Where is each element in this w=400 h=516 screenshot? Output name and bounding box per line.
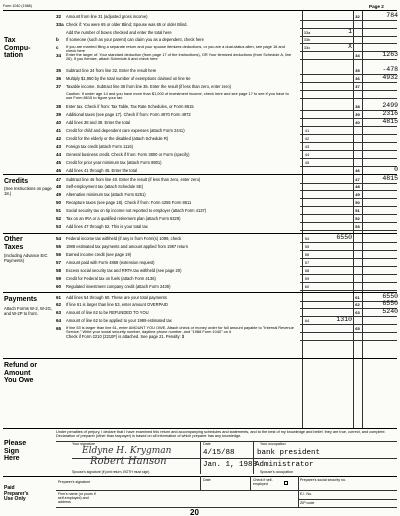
- other-taxes-note: (Including Advance EIC Payments): [4, 253, 48, 263]
- outer-line-number: 37: [355, 83, 360, 89]
- line-description: If you are married filing a separate return and your spouse itemizes deductions, or you are a dual-status alien, see page 16 and check here: [66, 44, 285, 53]
- amount-field[interactable]: 2499: [382, 102, 398, 109]
- zip-label: ZIP code: [300, 501, 315, 505]
- line-number: 53: [56, 223, 62, 229]
- section-credits: Credits: [4, 178, 29, 185]
- line-description: Credit for the elderly or the disabled (attach Schedule R): [66, 135, 169, 141]
- line-number: c: [56, 44, 59, 50]
- line-description: Caution: If under age 14 and you have more than $1,000 of investment income, check here and see page 17 to see if you have to use Form 8615 to figure your tax.: [66, 91, 289, 100]
- line-number: 50: [56, 199, 62, 205]
- section-preparer: Paid Preparer's Use Only: [4, 485, 29, 503]
- outer-line-number: 53: [355, 223, 360, 229]
- line-number: 47: [56, 176, 62, 182]
- line-description: Credit for child and dependent care expenses (attach Form 2441): [66, 127, 185, 133]
- line-number: 45: [56, 159, 62, 165]
- outer-line-number: 65: [355, 325, 360, 331]
- self-employed-checkbox[interactable]: [284, 481, 288, 485]
- page-label: Page 2: [369, 4, 384, 9]
- line-number: 52: [56, 215, 62, 221]
- inner-line-number: 33a: [303, 29, 311, 35]
- line-description: Add lines 41 through 45. Enter the total: [66, 167, 138, 173]
- section-sign: Please Sign Here: [4, 440, 27, 463]
- outer-line-number: 62: [355, 301, 360, 307]
- line-description: Subtract line 46 from line 40. Enter the result (if less than zero, enter zero): [66, 176, 201, 182]
- prep-rule-1: [56, 490, 397, 491]
- line-description: Check if: You were 65 or older Blind; Spouse was 65 or older Blind.: [66, 21, 188, 27]
- line-description: Amount of line 62 to be applied to your 1989 estimated tax: [66, 317, 172, 323]
- line-number: 49: [56, 191, 62, 197]
- amount-field[interactable]: 4815: [382, 175, 398, 182]
- spouse-occupation-label: Spouse's occupation: [260, 470, 294, 474]
- amount-field[interactable]: 6550: [382, 293, 398, 300]
- outer-line-number: 35: [355, 67, 360, 73]
- preparer-ssn-label: Preparer's social security no.: [300, 478, 347, 482]
- form-id: Form 1040 (1988): [3, 4, 32, 8]
- sep-payments: [3, 292, 397, 293]
- line-number: 61: [56, 294, 62, 300]
- inner-line-number: 57: [304, 259, 310, 265]
- sign-top-rule: [56, 441, 397, 442]
- inner-amount-field[interactable]: 1310: [336, 316, 352, 323]
- amount-field[interactable]: -478: [382, 66, 398, 73]
- line-description: Additional taxes (see page 17). Check if from: Form 4970 Form 4972: [66, 111, 191, 117]
- outer-line-number: 39: [355, 111, 360, 117]
- line-number: 37: [56, 83, 62, 89]
- inner-amount-field[interactable]: 1: [348, 28, 352, 35]
- line-description: Enter the larger of: Your standard deduction (from page 17 of the Instructions), OR Your itemized deductions (from Schedule A, line 26). If you itemize, attach Schedule A and check here: [66, 52, 292, 61]
- occupation-field[interactable]: bank president: [257, 449, 321, 457]
- line-description: Add the number of boxes checked and enter the total here: [66, 29, 172, 35]
- line-description: Credit for prior year minimum tax (attach Form 8801): [66, 159, 162, 165]
- line-description: If line 53 is larger than line 61, enter AMOUNT YOU OWE. Attach check or money order for full amount payable to "Internal Revenue Service." Write your social security number, daytime phone number, and "1988 Form 1040" on it: [66, 325, 294, 334]
- inner-line-number: 60: [304, 283, 310, 289]
- line-number: 33a: [56, 21, 64, 27]
- outer-line-number: 36: [355, 75, 360, 81]
- inner-amount-field[interactable]: X: [348, 43, 352, 50]
- line-description: Federal income tax withheld (if any is from Form(s) 1099, check: [66, 235, 182, 241]
- line-number: 44: [56, 151, 62, 157]
- line-number: 54: [56, 235, 62, 241]
- payments-note: Attach Forms W-2, W-2G, and W-2P to front.: [4, 306, 53, 316]
- sep-other-taxes: [3, 233, 397, 234]
- top-rule: [3, 10, 397, 11]
- line-number: 62: [56, 301, 62, 307]
- section-payments: Payments: [4, 296, 38, 303]
- line-description: Add lines 38 and 39. Enter the total: [66, 119, 130, 125]
- outer-line-number: 34: [355, 52, 360, 58]
- line-34: [56, 51, 400, 65]
- section-tax-computation: Tax Compu- tation: [4, 37, 31, 60]
- amount-field[interactable]: 4815: [382, 118, 398, 125]
- inner-line-number: 41: [304, 127, 310, 133]
- prep-rule-3: [56, 507, 397, 508]
- outer-line-number: 38: [355, 103, 360, 109]
- line-number: b: [56, 36, 59, 42]
- ein-label: E.I. No.: [300, 492, 312, 496]
- line-description: Subtract line 34 from line 32. Enter the result here: [66, 67, 157, 73]
- your-signature-label: Your signature: [72, 442, 96, 446]
- line-description: 1988 estimated tax payments and amount applied from 1987 return: [66, 243, 188, 249]
- line-description: If someone (such as your parent) can claim you as a dependent, check here: [66, 36, 204, 42]
- line-number: 40: [56, 119, 62, 125]
- row-rule: [300, 290, 397, 291]
- line-description: Tax on an IRA or a qualified retirement plan (attach Form 5329): [66, 215, 181, 221]
- outer-line-number: 61: [355, 294, 360, 300]
- outer-line-number: 52: [355, 215, 360, 221]
- line-description: Multiply $1,950 by the total number of exemptions claimed on line 6e: [66, 75, 191, 81]
- row-rule: [300, 59, 397, 60]
- your-signature[interactable]: Eldyne H. Krygman: [82, 446, 172, 456]
- line-description: Credit for Federal tax on fuels (attach Form 4136): [66, 275, 156, 281]
- inner-line-number: 42: [304, 135, 310, 141]
- inner-line-number: 45: [304, 159, 310, 165]
- prep-col-1: [200, 476, 201, 490]
- line-number: 56: [56, 251, 62, 257]
- sep-sign: [3, 428, 397, 429]
- preparer-signature-label: Preparer's signature: [58, 480, 91, 484]
- spouse-occupation-field[interactable]: Administrator: [255, 461, 314, 469]
- line-description: Amount paid with Form 4868 (extension request): [66, 259, 155, 265]
- outer-line-number: 63: [355, 309, 360, 315]
- inner-line-number: 56: [304, 251, 310, 257]
- line-number: 46: [56, 167, 62, 173]
- spouse-date-field[interactable]: Jan. 1, 1988: [203, 461, 258, 469]
- perjury-declaration: Under penalties of perjury, I declare that I have examined this return and accompanying schedules and statements, and to the best of my knowledge and belief, they are true, correct, and complete. Declaration of preparer (other than taxpayer) is based on all information of which preparer has any knowledge.: [56, 430, 386, 439]
- inner-line-number: 59: [304, 275, 310, 281]
- inner-line-number: 33b: [303, 36, 311, 42]
- spouse-signature-label: Spouse's signature (if joint return, BOTH must sign): [72, 470, 150, 474]
- line-description: Taxable income. Subtract line 36 from line 35. Enter the result (if less than zero, enter zero): [66, 83, 231, 89]
- prep-rule-2: [298, 499, 397, 500]
- line-description: Add lines 54 through 60. These are your total payments: [66, 294, 167, 300]
- line-number: 65: [56, 325, 62, 331]
- sep-credits: [3, 174, 397, 175]
- line-number: 39: [56, 111, 62, 117]
- row-rule: [300, 230, 397, 231]
- outer-line-number: 51: [355, 207, 360, 213]
- amount-field[interactable]: 5240: [382, 308, 398, 315]
- outer-line-number: 50: [355, 199, 360, 205]
- row-rule: [300, 340, 397, 341]
- date-label: Date: [203, 442, 211, 446]
- line-number: 36: [56, 75, 62, 81]
- amount-field[interactable]: 2316: [382, 110, 398, 117]
- amount-field[interactable]: 4932: [382, 74, 398, 81]
- outer-line-number: 48: [355, 183, 360, 189]
- amount-field[interactable]: 1263: [382, 51, 398, 58]
- outer-line-number: 49: [355, 191, 360, 197]
- prep-col-3: [298, 476, 299, 507]
- line-number: 58: [56, 267, 62, 273]
- outer-line-number: 32: [355, 13, 360, 19]
- page-number: 20: [190, 508, 199, 516]
- line-description: Alternative minimum tax (attach Form 6251): [66, 191, 146, 197]
- line-description: Foreign tax credit (attach Form 1116): [66, 143, 133, 149]
- inner-line-number: 54: [304, 235, 310, 241]
- sep-refund: [3, 358, 397, 359]
- line-description: Excess social security tax and RRTA tax withheld (see page 20): [66, 267, 182, 273]
- line-description: General business credit. Check if from: Form 3800 or Form (specify): [66, 151, 190, 157]
- outer-line-number: 47: [355, 176, 360, 182]
- sign-date-field[interactable]: 4/15/88: [203, 449, 235, 457]
- inner-line-number: 64: [304, 317, 310, 323]
- line-number: 38: [56, 103, 62, 109]
- line-number: 35: [56, 67, 62, 73]
- line-description: Recapture taxes (see page 18). Check if from: Form 4255 Form 8611: [66, 199, 192, 205]
- line-number: 59: [56, 275, 62, 281]
- line-number: 60: [56, 283, 62, 289]
- line-number: 41: [56, 127, 62, 133]
- firm-label: Firm's name (or yours if self-employed) and address: [58, 492, 96, 504]
- line-description: Regulated investment company credit (attach Form 2439): [66, 283, 171, 289]
- self-employed-label: Check if self-employed: [253, 478, 273, 486]
- row-rule: [300, 98, 397, 99]
- preparer-date-label: Date: [203, 478, 211, 482]
- outer-line-number: 40: [355, 119, 360, 125]
- inner-line-number: 55: [304, 243, 310, 249]
- inner-amount-field[interactable]: 6550: [336, 234, 352, 241]
- line-number: 57: [56, 259, 62, 265]
- amount-field[interactable]: 0: [394, 166, 398, 173]
- sign-col-1: [200, 441, 201, 474]
- inner-line-number: 43: [304, 143, 310, 149]
- line-description: Add lines 47 through 52. This is your total tax: [66, 223, 148, 229]
- sign-col-2: [253, 441, 254, 474]
- line-note-9: [56, 90, 400, 101]
- line-number: 63: [56, 309, 62, 315]
- section-other-taxes: Other Taxes: [4, 236, 24, 251]
- line-number: 42: [56, 135, 62, 141]
- credits-note: (See Instructions on page 18.): [4, 186, 52, 196]
- line-number: 48: [56, 183, 62, 189]
- section-refund: Refund or Amount You Owe: [4, 362, 38, 385]
- line-description: Amount from line 31 (adjusted gross income): [66, 13, 148, 19]
- line-description: Check if Form 2210 (2210F) is attached. See page 21. Penalty: $: [66, 333, 185, 339]
- line-description: Self-employment tax (attach Schedule SE): [66, 183, 144, 189]
- amount-field[interactable]: 784: [386, 12, 398, 19]
- line-number: 51: [56, 207, 62, 213]
- prep-col-2: [250, 476, 251, 490]
- line-number: 55: [56, 243, 62, 249]
- amount-field[interactable]: 6550: [382, 300, 398, 307]
- line-description: If line 61 is larger than line 53, enter amount OVERPAID: [66, 301, 168, 307]
- line-description: Enter tax. Check if from: Tax Table, Tax Rate Schedules, or Form 8615: [66, 103, 194, 109]
- line-description: Social security tax on tip income not reported to employer (attach Form 4137): [66, 207, 207, 213]
- line-number: 32: [56, 13, 62, 19]
- spouse-signature[interactable]: Robert Hanson: [90, 456, 167, 467]
- occupation-label: Your occupation: [260, 442, 286, 446]
- line-number: 43: [56, 143, 62, 149]
- line-description: Amount of line 62 to be REFUNDED TO YOU: [66, 309, 149, 315]
- inner-line-number: 58: [304, 267, 310, 273]
- line-description: Earned income credit (see page 19): [66, 251, 132, 257]
- inner-line-number: 33c: [303, 44, 311, 50]
- outer-line-number: 46: [355, 167, 360, 173]
- inner-line-number: 44: [304, 151, 310, 157]
- line-number: 34: [56, 52, 62, 58]
- line-number: 64: [56, 317, 62, 323]
